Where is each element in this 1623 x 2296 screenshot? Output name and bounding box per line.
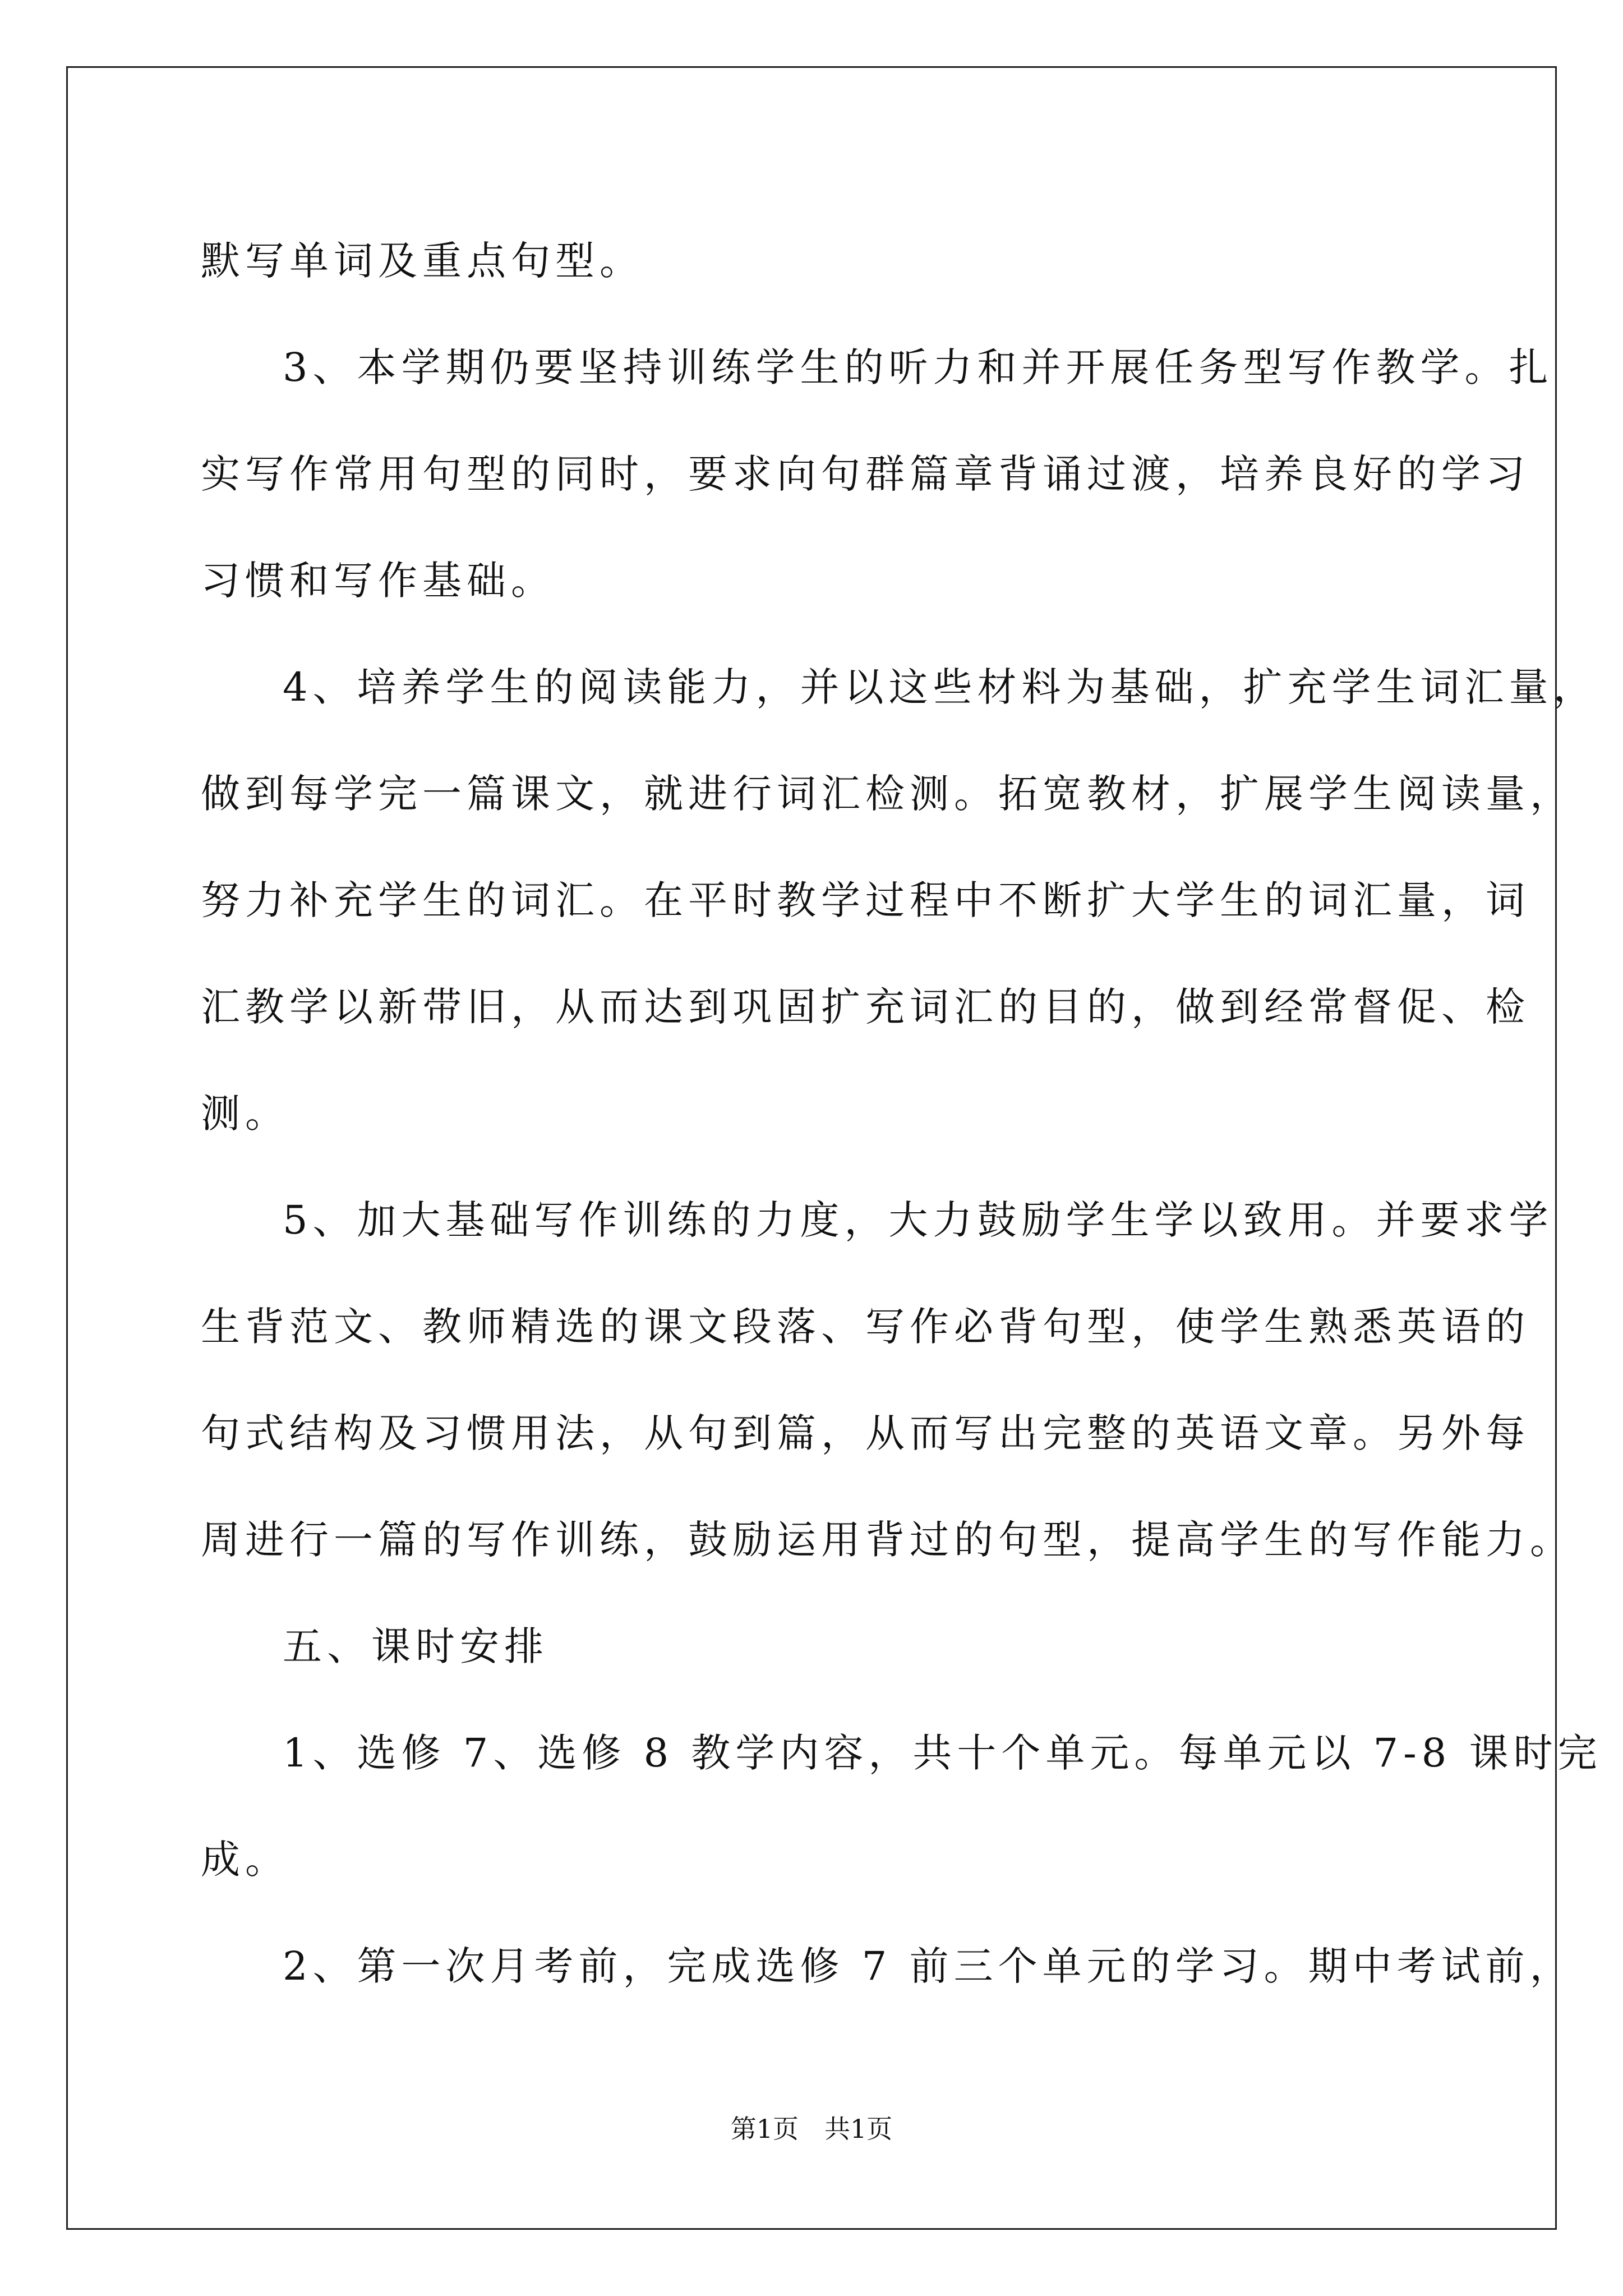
text-line: 测。 [201,1091,289,1137]
page-number: 第1页 共1页 [730,2114,893,2144]
text-line: 习惯和写作基础。 [201,558,555,604]
text-line: 成。 [201,1837,289,1883]
text-line: 实写作常用句型的同时，要求向句群篇章背诵过渡，培养良好的学习 [201,451,1530,497]
text-line: 句式结构及习惯用法，从句到篇，从而写出完整的英语文章。另外每 [201,1410,1530,1456]
text-line: 1、选修 7、选修 8 教学内容，共十个单元。每单元以 7-8 课时完 [283,1730,1602,1776]
text-line: 周进行一篇的写作训练，鼓励运用背过的句型，提高学生的写作能力。 [201,1517,1574,1563]
text-line: 汇教学以新带旧，从而达到巩固扩充词汇的目的，做到经常督促、检 [201,984,1530,1030]
text-line: 5、加大基础写作训练的力度，大力鼓励学生学以致用。并要求学 [283,1197,1553,1243]
text-line: 2、第一次月考前，完成选修 7 前三个单元的学习。期中考试前， [283,1943,1574,1989]
page-footer [0,2112,1623,2146]
text-line: 努力补充学生的词汇。在平时教学过程中不断扩大学生的词汇量，词 [201,877,1530,923]
text-line: 生背范文、教师精选的课文段落、写作必背句型，使学生熟悉英语的 [201,1304,1530,1350]
document-body [201,208,1602,2019]
text-line: 4、培养学生的阅读能力，并以这些材料为基础，扩充学生词汇量， [283,664,1598,710]
section-heading: 五、课时安排 [283,1623,548,1669]
text-line: 3、本学期仍要坚持训练学生的听力和并开展任务型写作教学。扎 [283,344,1553,390]
text-line: 默写单词及重点句型。 [201,238,644,284]
text-line: 做到每学完一篇课文，就进行词汇检测。拓宽教材，扩展学生阅读量， [201,771,1574,817]
